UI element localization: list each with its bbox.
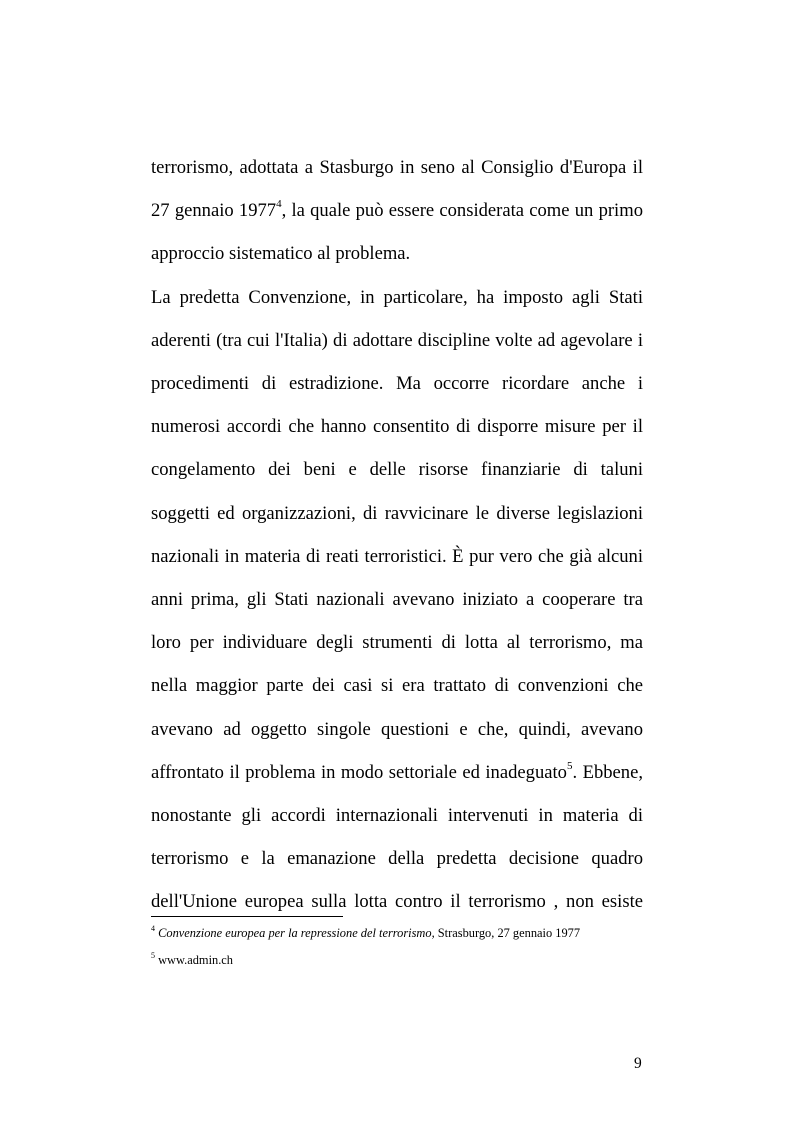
text-line: La predetta Convenzione, in particolare, ha imposto agli Stati: [151, 286, 643, 308]
text-line: aderenti (tra cui l'Italia) di adottare discipline volte ad agevolare i: [151, 329, 643, 351]
footnote-separator: [151, 916, 343, 917]
text-line: approccio sistematico al problema.: [151, 243, 411, 265]
footnote-marker: 5: [151, 950, 155, 960]
body-text: [151, 146, 643, 924]
text-line: nazionali in materia di reati terroristici. È pur vero che già alcuni: [151, 545, 643, 567]
text-line: loro per individuare degli strumenti di lotta al terrorismo, ma: [151, 632, 643, 654]
text-line: nella maggior parte dei casi si era trattato di convenzioni che: [151, 675, 643, 697]
text-line: [151, 751, 643, 794]
text-line: anni prima, gli Stati nazionali avevano iniziato a cooperare tra: [151, 589, 643, 611]
text-line: congelamento dei beni e delle risorse finanziarie di taluni: [151, 459, 643, 481]
text-fragment: , la quale può essere considerata come un primo: [281, 200, 643, 222]
text-fragment: 27 gennaio 1977: [151, 200, 277, 222]
text-line: nonostante gli accordi internazionali intervenuti in materia di: [151, 805, 643, 827]
text-fragment: . Ebbene,: [572, 761, 643, 783]
footnote-ref[interactable]: 5: [566, 759, 573, 772]
footnotes: [151, 925, 671, 979]
text-line: numerosi accordi che hanno consentito di disporre misure per il: [151, 416, 643, 438]
text-fragment: affrontato il problema in modo settoriale ed inadeguato: [151, 761, 567, 783]
footnote-text: www.admin.ch: [155, 953, 233, 967]
footnote: [151, 952, 671, 969]
text-line: avevano ad oggetto singole questioni e che, quindi, avevano: [151, 718, 643, 740]
footnote-marker: 4: [151, 923, 155, 933]
text-line: dell'Unione europea sulla lotta contro il terrorismo , non esiste: [151, 891, 643, 913]
text-line: terrorismo, adottata a Stasburgo in seno al Consiglio d'Europa il: [151, 157, 643, 178]
text-line: terrorismo e la emanazione della predetta decisione quadro: [151, 848, 643, 870]
page-number: 9: [634, 1055, 642, 1072]
text-line: soggetti ed organizzazioni, di ravvicinare le diverse legislazioni: [151, 502, 643, 524]
footnote-title: Convenzione europea per la repressione del terrorismo,: [158, 926, 435, 940]
text-line: [151, 189, 643, 232]
paragraph-2: [151, 276, 643, 924]
text-line: procedimenti di estradizione. Ma occorre ricordare anche i: [151, 373, 643, 395]
footnote: [151, 925, 671, 942]
footnote-ref[interactable]: 4: [276, 198, 282, 211]
footnote-text: Strasburgo, 27 gennaio 1977: [434, 926, 581, 940]
paragraph-1: [151, 146, 643, 276]
